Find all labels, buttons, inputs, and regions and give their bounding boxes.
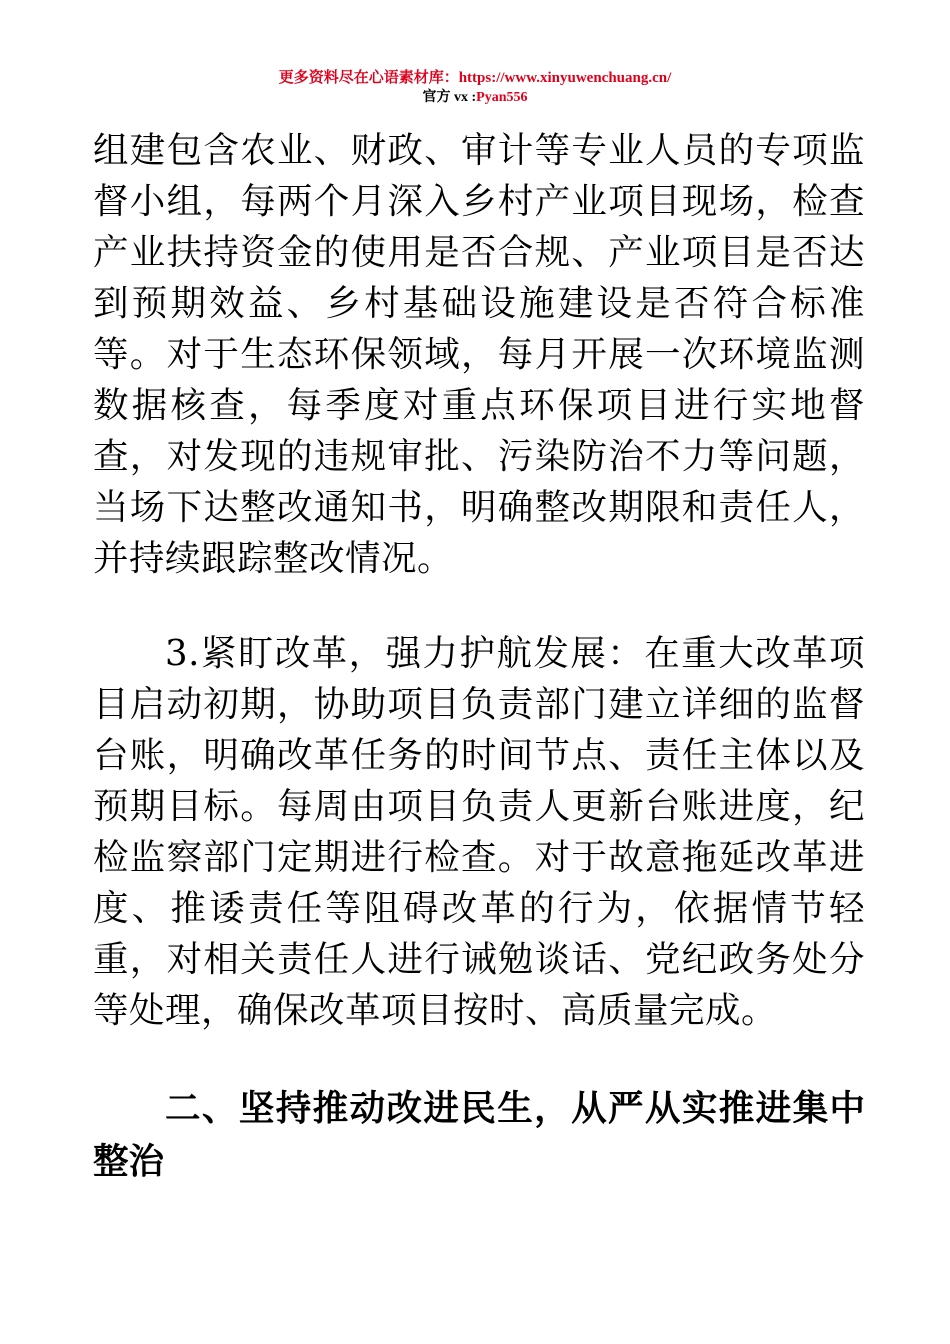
body-paragraph-2: 3.紧盯改革，强力护航发展：在重大改革项目启动初期，协助项目负责部门建立详细的监督台账，明确改革任务的时间节点、责任主体以及预期目标。每周由项目负责人更新台账进度，纪检监察部门定期进行检查。对于故意拖延改革进度、推诿责任等阻碍改革的行为，依据情节轻重，对相关责任人进行诫勉谈话、党纪政务处分等处理，确保改革项目按时、高质量完成。 [93, 633, 865, 1031]
header-url-link[interactable]: https://www.xinyuwenchuang.cn/ [458, 70, 672, 86]
header-promo-text: 更多资料尽在心语素材库： [278, 70, 459, 86]
body-paragraph-1: 组建包含农业、财政、审计等专业人员的专项监督小组，每两个月深入乡村产业项目现场，检查产业扶持资金的使用是否合规、产业项目是否达到预期效益、乡村基础设施建设是否符合标准等。对于生态环保领域，每月开展一次环境监测数据核查，每季度对重点环保项目进行实地督查，对发现的违规审批、污染防治不力等问题，当场下达整改通知书，明确整改期限和责任人，并持续跟踪整改情况。 [93, 130, 865, 579]
section-heading: 二、坚持推动改进民生，从严从实推进集中整治 [93, 1088, 865, 1182]
header-wechat-label: 官方 vx : [422, 90, 477, 105]
header-wechat-id: Pyan556 [476, 90, 528, 105]
header-line-1 [0, 68, 950, 88]
page-header [0, 68, 950, 108]
header-line-2 [0, 88, 950, 108]
